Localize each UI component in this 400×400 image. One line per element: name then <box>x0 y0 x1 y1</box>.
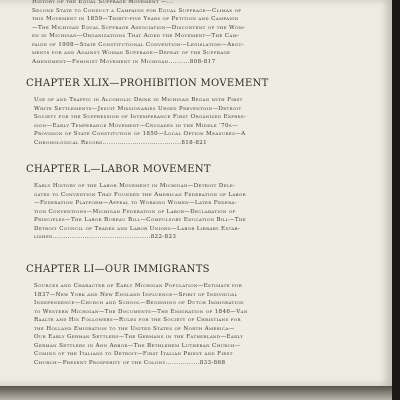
summary-line: tion Conventions—Michigan Federation of Labor—Declaration of <box>34 208 236 215</box>
summary-line: Church—Present Prosperity of the Colony................833-868 <box>34 359 226 366</box>
summary-line: —Federation Platform—Appeal to Working Women—Later Federa- <box>34 200 237 206</box>
summary-line: this Movement in 1859—Thirty-five Years of Petition and Campaign <box>32 16 239 22</box>
summary-line: Use of and Traffic in Alcoholic Drink in Michigan Began with First <box>34 97 243 103</box>
summary-line: —The Michigan Equal Suffrage Association—Discontent of the Wom- <box>32 24 246 31</box>
summary-line: ments for and Against Woman Suffrage—Defeat of the Suffrage <box>32 50 231 56</box>
summary-line: paign of 1908—State Constitutional Convention—Legislation—Argu- <box>32 41 245 48</box>
chapter-li <box>26 264 362 367</box>
summary-line: Sources and Character of Early Michigan Population—Estimate for <box>34 283 243 289</box>
summary-line: German Settlers in Ann Arbor—The Bethlehem Lutheran Church— <box>34 342 241 349</box>
summary-line: Raalte and His Followers—Rules for the Society of Christians for <box>34 317 241 323</box>
summary-line: Amendment—Feminist Movement in Michigan..........808-817 <box>32 58 216 65</box>
chapter-title: CHAPTER L—LABOR MOVEMENT <box>26 164 211 175</box>
summary-line: Early History of the Labor Movement in Michigan—Detroit Dele- <box>34 183 236 189</box>
chapter-summary <box>26 282 362 367</box>
chapter-title: CHAPTER XLIX—PROHIBITION MOVEMENT <box>26 78 269 89</box>
chapter-summary <box>26 96 362 147</box>
summary-line: Detroit Council of Trades and Labor Unions—Labor Library Estab- <box>34 225 241 232</box>
summary-line: Our Early German Settlers—The Germans in the Fatherland—Early <box>34 334 244 340</box>
summary-line: Provision of State Constitution of 1850—Local Option Measures—A <box>34 131 246 137</box>
summary-line: White Settlements—Jesuit Missionaries Urged Prevention—Detroit <box>34 105 242 112</box>
previous-chapter-summary <box>32 0 362 66</box>
summary-line: Chronological Record.....................................818-821 <box>34 139 208 146</box>
chapter-summary <box>26 182 362 242</box>
chapter-title: CHAPTER LI—OUR IMMIGRANTS <box>26 264 210 275</box>
summary-line: History of the Equal Suffrage Movement —... <box>32 0 174 5</box>
page-bottom-shadow <box>0 386 392 400</box>
summary-line: the Holland Emigration to the United States of North America— <box>34 325 235 332</box>
summary-line: Principles—The Labor Bureau Bill—Compulsory Education Bill—The <box>34 217 247 223</box>
summary-line: Second State to Conduct a Campaign for Equal Suffrage—Climax of <box>32 7 242 14</box>
chapter-l <box>26 164 362 242</box>
chapter-xlix <box>26 78 362 147</box>
summary-line: 1837—New York and New England Influence—Spirit of Individual <box>34 291 238 298</box>
summary-line: Coming of the Italians to Detroit—First Italian Priest and First <box>34 351 233 357</box>
summary-line: to Western Michigan—The Documents—The Emigration of 1846—Van <box>34 308 248 315</box>
summary-line: sion—Early Temperance Movement—Crusades in the Middle '70s— <box>34 122 238 129</box>
summary-line: Independence—Church and School—Beginning of Dutch Immigration <box>34 300 244 306</box>
summary-line: Society for the Suppression of Intemperance First Organized Expres- <box>34 114 247 120</box>
summary-line: gates to Convention That Founded the American Federation of Labor <box>34 191 246 198</box>
summary-line: lished..............................................822-823 <box>34 234 177 240</box>
summary-line: en in Michigan—Organizations That Aided the Movement—The Cam- <box>32 33 240 39</box>
